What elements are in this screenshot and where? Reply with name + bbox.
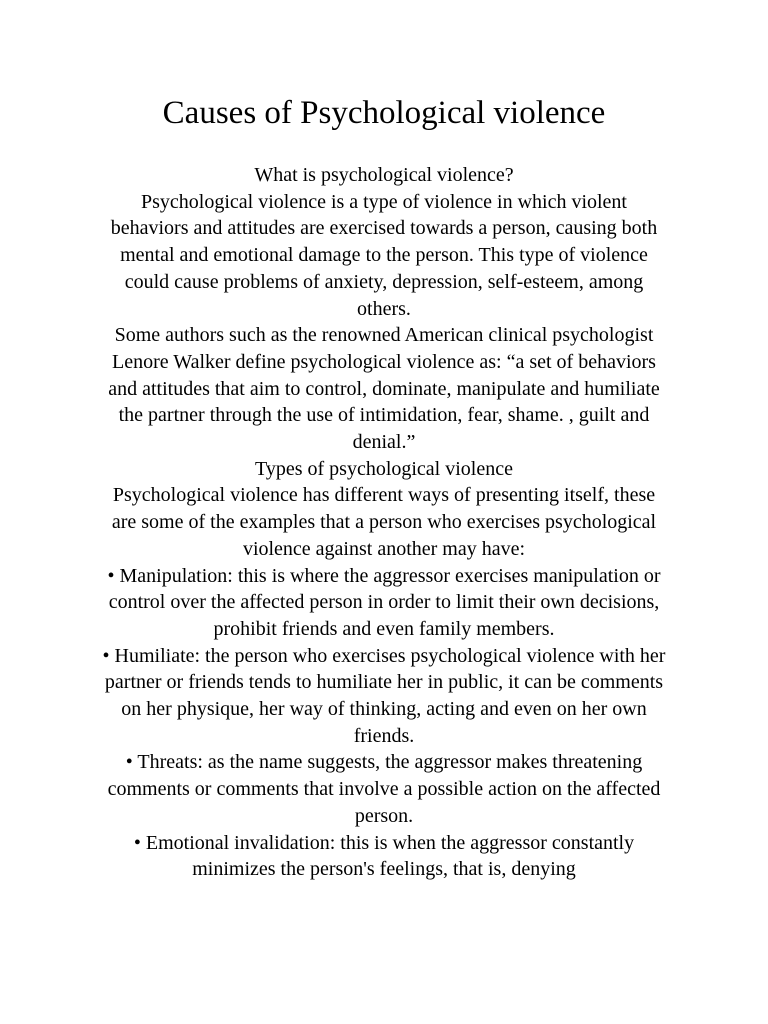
bullet-manipulation: • Manipulation: this is where the aggressor exercises manipulation or control over the affected person in order to limit their own decisions, prohibit friends and even family members. <box>107 564 661 640</box>
types-intro-paragraph: Psychological violence has different ways of presenting itself, these are some of the examples that a person who exercises psychological violence against another may have: <box>111 484 657 560</box>
quote-paragraph: Some authors such as the renowned American clinical psychologist Lenore Walker define psychological violence as: “a set of behaviors and attitudes that aim to control, dominate, manipulate and humiliate the partner through the use of intimidation, fear, shame. , guilt and denial.” <box>108 324 660 454</box>
bullet-threats: • Threats: as the name suggests, the aggressor makes threatening comments or comments that involve a possible action on the affected person. <box>107 751 661 827</box>
bullet-emotional-invalidation: • Emotional invalidation: this is when the aggressor constantly minimizes the person's feelings, that is, denying <box>133 831 635 881</box>
document-title: Causes of Psychological violence <box>162 95 606 131</box>
definition-paragraph: Psychological violence is a type of violence in which violent behaviors and attitudes are exercised towards a person, causing both mental and emotional damage to the person. This type of violence could cause problems of anxiety, depression, self-esteem, among others. <box>110 190 658 320</box>
document-body <box>100 162 668 883</box>
bullet-humiliate: • Humiliate: the person who exercises psychological violence with her partner or friends tends to humiliate her in public, it can be comments on her physique, her way of thinking, acting and even on her own friends. <box>102 644 666 747</box>
types-heading: Types of psychological violence <box>255 457 513 480</box>
question-heading: What is psychological violence? <box>254 164 514 186</box>
